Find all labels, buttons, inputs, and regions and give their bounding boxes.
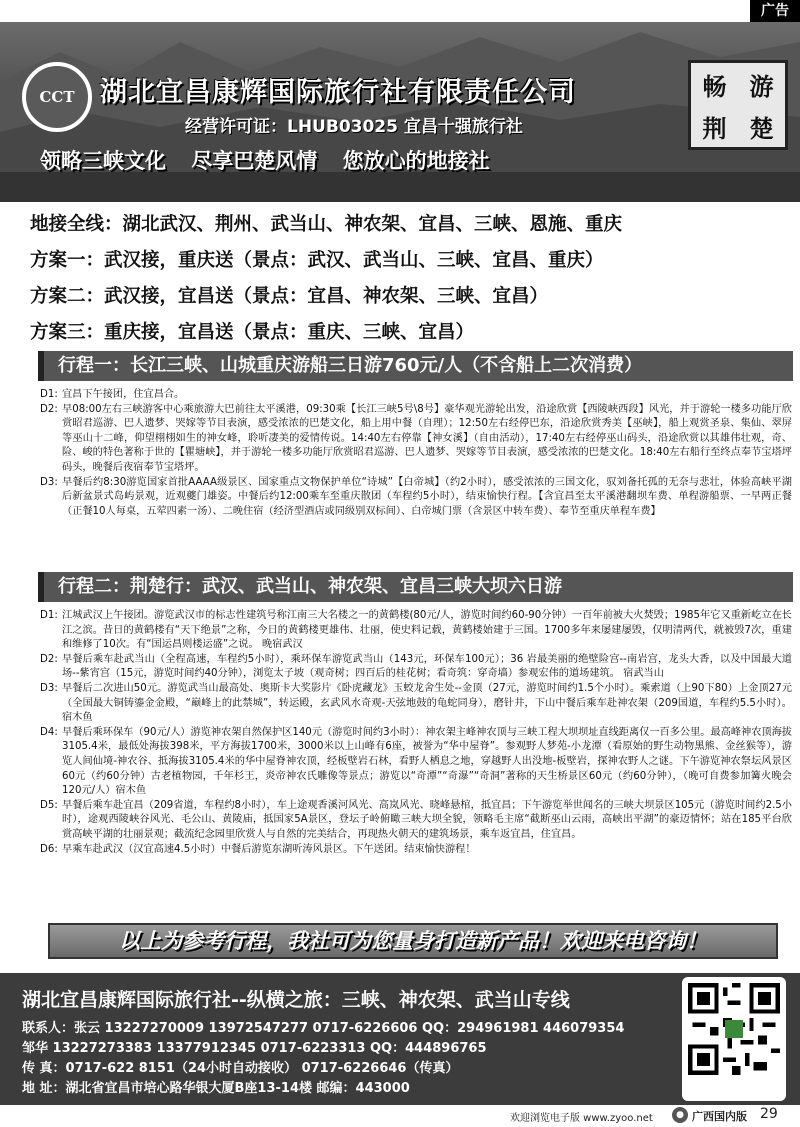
day-text: 早餐后乘环保车（90元/人）游览神农架自然保护区140元（游览时间约3小时）：神农架主峰神农顶与三峡工程大坝坝址直线距离仅一百多公里。最高峰神农顶海拔3105.4米，最低处海拔398米，平方海拔1700米，3000米以上山峰有6座，被誉为“华中屋脊”。参观野人梦苑-小龙潭（看原始的野生动物黑熊、金丝猴等），游览人间仙境-神农谷、抵海拔3105.4米的华中屋脊神农顶，经板壁岩石林，看野人栖息之地，穿越野人出没地-板壁岩，探神农野人之谜。下午游览神农祭坛风景区60元（约60分钟）古老植物园，千年杉王，炎帝神农氏雕像等景点；游览以“奇潭”“奇瀑”“奇洞”著称的天生桥景区60元（约60分钟），（晚可自费参加篝火晚会120元/人）宿木鱼 xyxy=(62,726,792,797)
route-line: 方案三：重庆接，宜昌送（景点：重庆、三峡、宜昌） xyxy=(30,322,475,343)
route-line: 方案一：武汉接，重庆送（景点：武汉、武当山、三峡、宜昌、重庆） xyxy=(30,250,604,271)
itinerary-2-title: 行程二：荆楚行：武汉、武当山、神农架、宜昌三峡大坝六日游 xyxy=(38,572,793,602)
contact-title: 湖北宜昌康辉国际旅行社--纵横之旅：三峡、神农架、武当山专线 xyxy=(22,989,570,1011)
contact-line: 传 真：0717-622 8151（24小时自动接收） 0717-6226646（传真） xyxy=(22,1061,459,1076)
company-logo xyxy=(22,62,92,132)
day-text: 早餐后乘车赴武当山（全程高速，车程约5小时），乘环保车游览武当山（143元，环保车100元）；36 岩最美丽的绝壁险宫--南岩宫，龙头大香，以及中国最大道场--紫宵宫（15元，游览时间约40分钟），浏览太子坡（观奇树；四百后的桂花树；看奇筑：穿奇墙）参观宏伟的道场建筑。 宿武当山 xyxy=(62,653,792,680)
notice-banner: 以上为参考行程，我社可为您量身打造新产品！欢迎来电咨询！ xyxy=(48,923,778,959)
contact-line: 邹华 13227273383 13377912345 0717-6223313 QQ：444896765 xyxy=(22,1041,487,1056)
itinerary-1-title: 行程一：长江三峡、山城重庆游船三日游760元/人（不含船上二次消费） xyxy=(38,351,793,381)
day-text: 早餐后乘车赴宜昌（209省道，车程约8小时），车上途观香溪河风光、高岚风光、晓峰悬棺，抵宜昌；下午游览举世闻名的三峡大坝景区105元（游览时间约2.5小时），途观西陵峡谷风光、毛公山、黄陵庙，抵国家5A景区，登坛子岭俯瞰三峡大坝全貌，领略毛主席“截断巫山云雨，高峡出平湖”的豪迈情怀；站在185平台欣赏高峡平湖的壮丽景观；截流纪念园里欣赏人与自然的完美结合，再现热火朝天的建筑场景，乘车返宜昌，住宜昌。 xyxy=(62,799,792,840)
contact-line: 地 址：湖北省宜昌市培心路华银大厦B座13-14楼 邮编：443000 xyxy=(22,1081,410,1096)
company-name: 湖北宜昌康辉国际旅行社有限责任公司 xyxy=(100,77,576,108)
itinerary-day xyxy=(40,403,792,476)
day-text: 江城武汉上午接团。游览武汉市的标志性建筑号称江南三大名楼之一的黄鹤楼(80元/人，游览时间约60-90分钟）一百年前被大火焚毁；1985年它又重新屹立在长江之滨。昔日的黄鹤楼有“天下绝景”之称，今日的黄鹤楼更雄伟、壮丽，使史料记载，黄鹤楼始建于三国。1700多年来屡建屡毁，仅明清两代，就被毁7次，重建和维修了10次。有“国运昌则楼运盛”之说。 晚宿武汉 xyxy=(62,610,792,651)
badge-char: 畅 xyxy=(702,72,727,101)
itinerary-day xyxy=(40,843,792,858)
day-label: D3: xyxy=(40,682,58,694)
footer-section: 广西国内版 xyxy=(692,1110,747,1123)
itinerary-day xyxy=(40,476,792,520)
contact-line: 联系人：张云 13227270009 13972547277 0717-6226606 QQ：294961981 446079354 xyxy=(22,1021,625,1036)
day-label: D4: xyxy=(40,726,58,738)
badge-char: 游 xyxy=(749,72,774,101)
itinerary-day xyxy=(40,653,792,682)
ad-tag: 广告 xyxy=(750,0,800,22)
itinerary-day xyxy=(40,682,792,726)
footer-emblem-icon: ● xyxy=(672,1107,688,1123)
qr-code xyxy=(682,977,786,1101)
itinerary-2-body xyxy=(40,609,792,857)
logo-text: CCT xyxy=(39,88,75,106)
day-label: D1: xyxy=(40,389,58,400)
contact-block xyxy=(0,973,800,1105)
badge-char: 楚 xyxy=(749,114,774,143)
itinerary-day xyxy=(40,799,792,843)
itinerary-day xyxy=(40,388,792,403)
badge-char: 荆 xyxy=(702,114,727,143)
header-banner xyxy=(0,22,800,202)
qr-code-icon xyxy=(688,983,780,1075)
slogan: 领略三峡文化 尽享巴楚风情 您放心的地接社 xyxy=(40,149,490,173)
route-line: 地接全线：湖北武汉、荆州、武当山、神农架、宜昌、三峡、恩施、重庆 xyxy=(30,214,623,235)
route-summary xyxy=(30,207,790,351)
badge-box xyxy=(688,60,788,150)
page-footer xyxy=(0,1105,800,1127)
itinerary-1-body xyxy=(40,388,792,519)
day-text: 早餐后二次进山50元。游览武当山最高处、奥斯卡大奖影片《卧虎藏龙》玉蛟龙舍生处--金顶（27元，游览时间约1.5个小时）。乘索道（上90下80）上金顶27元（全国最大铜铸鎏金金殿，“巅峰上的此禁城”，转运殿，玄武风水奇观-天弦地鼓的龟蛇同身），磨针井，下山中餐后乘车赴神农架（209国道，车程约5.5小时）。 宿木鱼 xyxy=(62,682,792,724)
license-info: 经营许可证：LHUB03025 宜昌十强旅行社 xyxy=(185,117,523,137)
day-label: D3: xyxy=(40,476,58,488)
day-text: 早08:00左右三峡游客中心乘旅游大巴前往太平溪港，09:30乘【长江三峡5号\8号】豪华观光游轮出发，沿途欣赏【西陵峡西段】风光，并于游轮一楼多功能厅欣赏昭君巡游、巴人遗梦、哭嫁等节目表演，感受浓浓的巴楚文化，船上用中餐（自理）；12:50左右经停巴东，沿途欣赏秀美【巫峡】，船上观赏圣泉、集仙、翠屏等巫山十二峰，仰望栩栩如生的神女峰，聆听凄美的爱情传说。14:40左右停靠【神女溪】（自由活动），17:40左右经停巫山码头，沿途欣赏以其雄伟壮观，奇、险、峻的特色著称于世的【瞿塘峡】，并于游轮一楼多功能厅欣赏昭君巡游、巴人遗梦、哭嫁等节目表演，感受浓浓的巴楚文化。18:40左右船行至终点奉节宝塔坪码头，晚餐后夜宿奉节宝塔坪。 xyxy=(62,403,792,473)
day-label: D6: xyxy=(40,843,58,855)
itinerary-day xyxy=(40,609,792,653)
day-text: 早餐后约8:30游览国家首批AAAA级景区、国家重点文物保护单位“诗城”【白帝城】（约2小时），感受浓浓的三国文化，驭刘备托孤的无奈与悲壮，体验高峡平湖后新盆景式岛屿景观，近观夔门雄姿。中餐后约12:00乘车至重庆散团（车程约5小时），结束愉快行程。【含宜昌至太平溪港翻坝车费、单程游船票、一早两正餐（正餐10人每桌，五荤四素一汤）、二晚住宿（经济型酒店或同级别双标间）、白帝城门票（含景区中转车费）、奉节至重庆单程车费】 xyxy=(62,476,792,517)
day-text: 宜昌下午接团，住宜昌合。 xyxy=(62,389,185,400)
day-label: D2: xyxy=(40,403,58,415)
page-number: 29 xyxy=(760,1106,778,1122)
itinerary-day xyxy=(40,726,792,799)
route-line: 方案二：武汉接，宜昌送（景点：宜昌、神农架、三峡、宜昌） xyxy=(30,286,549,307)
day-text: 早乘车赴武汉（汉宜高速4.5小时）中餐后游览东湖听涛风景区。下午送团。结束愉快游程！ xyxy=(62,843,476,855)
day-label: D2: xyxy=(40,653,58,665)
day-label: D5: xyxy=(40,799,58,811)
footer-site: 欢迎浏览电子版 www.zyoo.net xyxy=(510,1113,653,1124)
day-label: D1: xyxy=(40,610,58,621)
